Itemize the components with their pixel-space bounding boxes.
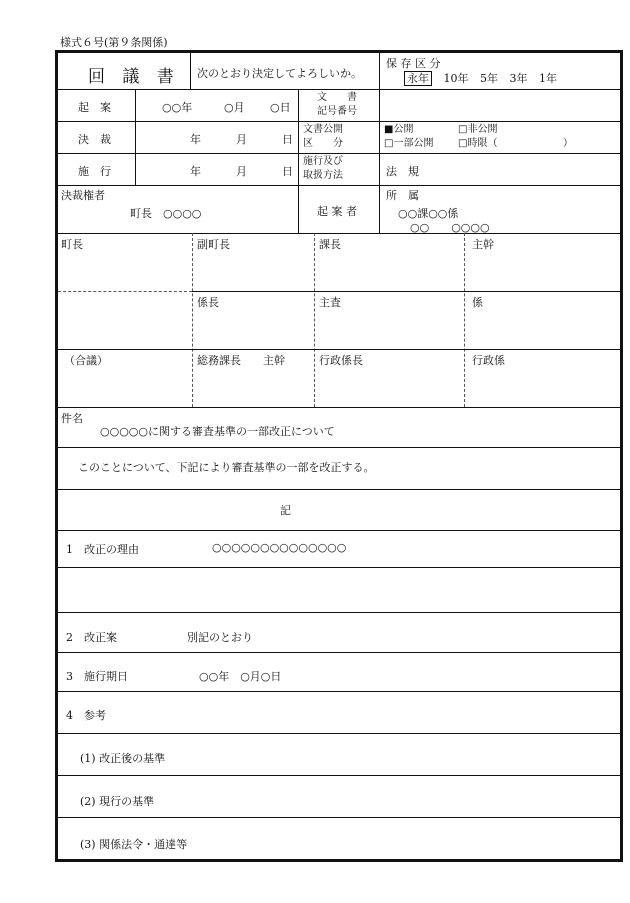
enforce-date-day: 日 [282, 165, 293, 178]
item1-label: 1 改正の理由 [66, 543, 139, 556]
dept-value: ○○課○○係 [398, 207, 459, 220]
approval-unit-chief: 係長 [197, 296, 219, 309]
dept-label: 所 属 [386, 189, 419, 202]
doc-symbol-label [317, 91, 357, 119]
disclosure-label-line1: 文書公開 [303, 124, 343, 135]
approval-deputy-mayor: 副町長 [197, 238, 230, 251]
doc-symbol-label-line1: 文 書 [317, 92, 357, 103]
approval-senior-staff: 主査 [319, 296, 341, 309]
approval-staff: 係 [472, 296, 483, 309]
handling-label-line1: 施行及び [303, 156, 343, 167]
reference-1: (1) 改正後の基準 [80, 752, 166, 765]
item1-value: ○○○○○○○○○○○○○○ [212, 541, 347, 554]
decision-date-day: 日 [282, 133, 293, 146]
retention-option: 10年 [443, 72, 469, 85]
approval-admin-staff: 行政係 [472, 354, 505, 367]
instruction-text: 次のとおり決定してよろしいか。 [197, 67, 362, 80]
doc-symbol-label-line2: 記号番号 [317, 106, 357, 117]
retention-option: 1年 [539, 72, 557, 85]
form-reference: 様式６号(第９条関係) [60, 36, 168, 49]
decision-date-year: 年 [190, 133, 201, 146]
disclosure-timed: □時限（ [458, 138, 498, 149]
disclosure-closed: □非公開 [458, 124, 498, 135]
enforce-label: 施 行 [78, 165, 111, 178]
body-intro: このことについて、下記により審査基準の一部を改正する。 [78, 461, 375, 474]
subject-label: 件名 [61, 412, 83, 425]
disclosure-open: ■公開 [384, 124, 414, 135]
disclosure-label [303, 123, 343, 151]
drafter-name: ○○ ○○○○ [410, 221, 490, 234]
handling-label-line2: 取扱方法 [303, 170, 343, 181]
document-frame [55, 50, 623, 862]
approval-chief-manager: 主幹 [472, 238, 494, 251]
draft-date-day: ○日 [270, 101, 291, 114]
retention-option-selected: 永年 [404, 71, 432, 86]
item2-label: 2 改正案 [66, 631, 117, 644]
decision-date-month: 月 [236, 133, 247, 146]
draft-label: 起 案 [78, 101, 111, 114]
disclosure-timed-close: ） [563, 138, 573, 149]
draft-date-year: ○○年 [162, 101, 193, 114]
item3-value: ○○年 ○月○日 [199, 670, 282, 683]
authority-value: 町長 ○○○○ [130, 207, 202, 220]
reference-2: (2) 現行の基準 [80, 795, 155, 808]
handling-value: 法 規 [386, 165, 419, 178]
approval-general-affairs: 総務課長 主幹 [197, 354, 285, 367]
enforce-date-month: 月 [236, 165, 247, 178]
retention-options [404, 70, 557, 86]
disclosure-label-line2: 区 分 [303, 138, 343, 149]
approval-consultation: （合議） [64, 354, 108, 367]
reference-3: (3) 関係法令・通達等 [80, 838, 188, 851]
handling-label [303, 155, 343, 183]
subject-value: ○○○○○に関する審査基準の一部改正について [100, 425, 335, 438]
retention-label: 保 存 区 分 [386, 57, 441, 70]
authority-label: 決裁権者 [61, 189, 105, 202]
disclosure-partial: □一部公開 [384, 138, 434, 149]
drafter-label: 起 案 者 [317, 205, 357, 218]
item3-label: 3 施行期日 [66, 670, 128, 683]
item4-label: 4 参考 [66, 709, 106, 722]
approval-mayor: 町長 [61, 238, 83, 251]
draft-date-month: ○月 [224, 101, 245, 114]
retention-option: 5年 [480, 72, 498, 85]
enforce-date-year: 年 [190, 165, 201, 178]
approval-section-chief: 課長 [319, 238, 341, 251]
ki-heading: 記 [280, 504, 291, 517]
approval-admin-chief: 行政係長 [319, 354, 363, 367]
decision-label: 決 裁 [78, 133, 111, 146]
item2-value: 別記のとおり [187, 631, 253, 644]
retention-option: 3年 [509, 72, 528, 85]
document-title: 回 議 書 [88, 67, 180, 87]
